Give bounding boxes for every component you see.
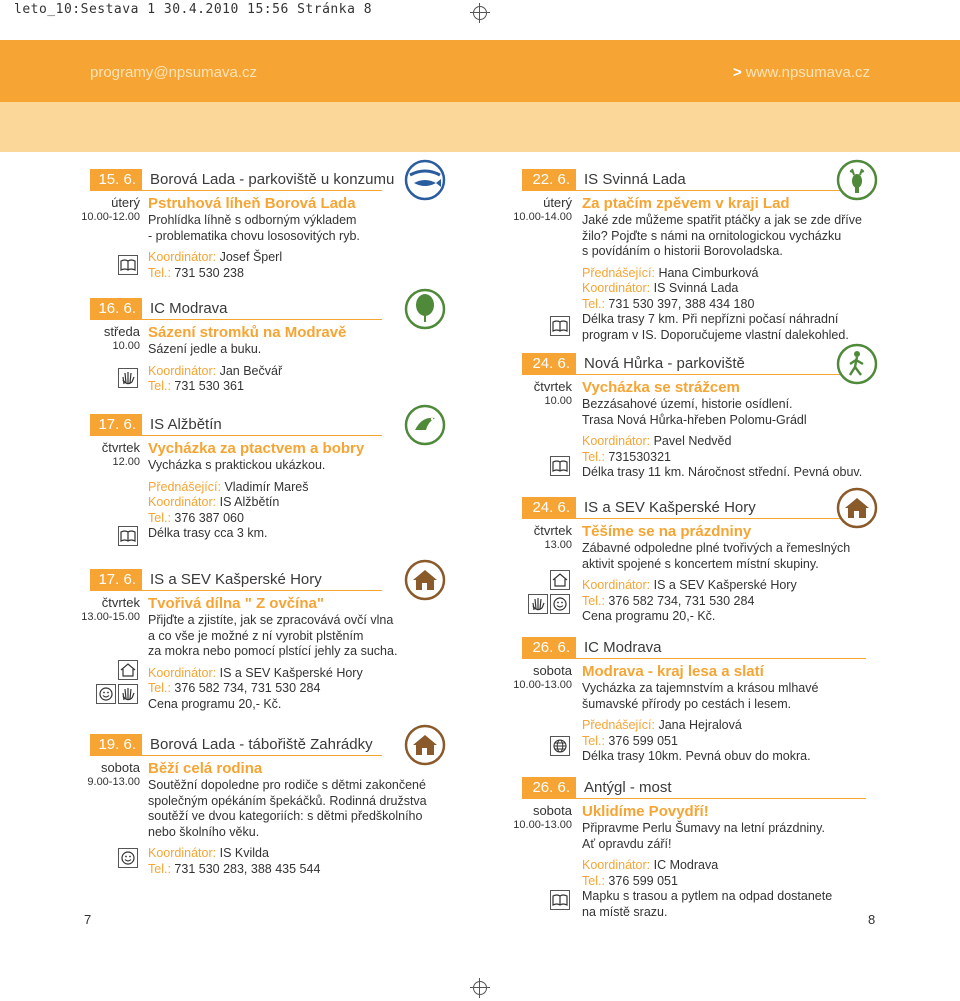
event-description: Vycházka s praktickou ukázkou.	[148, 458, 326, 472]
event-description: s povídáním o historii Borovoladska.	[582, 244, 783, 258]
event-day: sobota	[532, 663, 572, 678]
event-place: Borová Lada - tábořiště Zahrádky	[150, 736, 373, 753]
contact-label: Tel.:	[582, 449, 605, 464]
event-time: 10.00	[544, 395, 572, 407]
contact-label: Koordinátor:	[582, 858, 651, 872]
event-description: Jaké zde můžeme spatřit ptáčky a jak se zde dříve	[582, 213, 862, 227]
date-rule	[576, 798, 866, 799]
event-description: nebo školního věku.	[148, 824, 260, 839]
deer-logo	[836, 159, 878, 201]
event-date: 19. 6.	[90, 734, 142, 756]
tree-logo	[404, 288, 446, 330]
contact-value: 731 530 238	[174, 265, 244, 280]
event-place: Antýgl - most	[584, 779, 672, 796]
event-day: středa	[103, 324, 140, 339]
event-date: 16. 6.	[90, 298, 142, 320]
contact-label: Koordinátor:	[148, 665, 217, 680]
event-description: za mokra nebo pomocí plstící jehly za sucha.	[148, 644, 398, 658]
contact-line	[582, 858, 832, 874]
house-logo	[836, 487, 878, 529]
contact-line	[582, 450, 862, 466]
book-icon	[118, 255, 138, 275]
contact-label: Koordinátor:	[148, 250, 217, 264]
contact-value: IS Svinná Lada	[653, 281, 739, 295]
contact-line	[148, 495, 325, 511]
house-logo	[404, 724, 446, 766]
event-note: Délka trasy 7 km. Při nepřízni počasí náhradní	[582, 312, 839, 326]
contact-label: Koordinátor:	[148, 363, 217, 378]
contact-line	[582, 281, 862, 297]
event-description: Bezzásahové území, historie osídlení.	[582, 397, 793, 411]
contact-label: Koordinátor:	[582, 434, 651, 448]
house-icon	[118, 660, 138, 680]
contact-label: Tel.:	[148, 681, 171, 695]
event-day: úterý	[111, 195, 140, 210]
event-title: Vycházka se strážcem	[582, 379, 740, 396]
event-description: Připravme Perlu Šumavy na letní prázdniny.	[582, 821, 825, 835]
event-place: Borová Lada - parkoviště u konzumu	[150, 171, 395, 188]
date-rule	[142, 319, 382, 320]
event-details	[148, 613, 397, 712]
event-place: IS Alžbětín	[150, 416, 222, 433]
book-icon	[118, 526, 138, 546]
contact-label: Koordinátor:	[148, 846, 217, 860]
event-note: Délka trasy 11 km. Náročnost střední. Pevná obuv.	[582, 465, 863, 479]
contact-value: IC Modrava	[653, 858, 719, 872]
event-title: Těšíme se na prázdniny	[582, 523, 752, 540]
event-time: 10.00-12.00	[81, 211, 140, 223]
contact-line	[148, 266, 360, 282]
event-place: IC Modrava	[584, 639, 662, 656]
contact-value: 731 530 361	[174, 379, 244, 393]
event-place: IS a SEV Kašperské Hory	[584, 499, 756, 516]
event-date: 17. 6.	[90, 569, 142, 591]
contact-label: Tel.:	[582, 873, 605, 888]
contact-line	[148, 681, 397, 697]
contact-line	[582, 874, 832, 890]
contact-value: Josef Šperl	[219, 250, 283, 264]
date-rule	[576, 658, 866, 659]
event-date: 22. 6.	[522, 169, 576, 191]
contact-label: Tel.:	[582, 593, 605, 608]
event-day: čtvrtek	[533, 523, 572, 538]
contact-label: Tel.:	[582, 296, 605, 311]
event-details	[582, 681, 818, 765]
contact-line	[582, 734, 818, 750]
event-day: sobota	[532, 803, 572, 818]
event-title: Za ptačím zpěvem v kraji Lad	[582, 195, 790, 212]
contact-label: Koordinátor:	[582, 281, 651, 295]
date-rule	[142, 190, 382, 191]
header-web-url: www.npsumava.cz	[745, 64, 870, 81]
header-web-link[interactable]	[733, 64, 870, 81]
event-note: Cena programu 20,- Kč.	[148, 696, 282, 711]
contact-label: Koordinátor:	[148, 495, 217, 509]
event-details	[148, 778, 427, 877]
contact-line	[148, 480, 325, 496]
event-day: čtvrtek	[101, 440, 140, 455]
contact-line	[148, 379, 282, 395]
event-time: 10.00	[112, 340, 140, 352]
date-rule	[576, 374, 866, 375]
date-rule	[142, 755, 382, 756]
event-description: šumavské přírody po cestách i lesem.	[582, 696, 792, 711]
event-description: Zábavné odpoledne plné tvořivých a řemeslných	[582, 541, 851, 555]
contact-value: 376 582 734, 731 530 284	[174, 681, 321, 695]
contact-line	[582, 297, 862, 313]
header-banner	[0, 40, 960, 102]
event-place: IC Modrava	[150, 300, 228, 317]
event-description: - problematika chovu lososovitých ryb.	[148, 228, 360, 243]
event-details	[582, 397, 862, 481]
contact-line	[582, 266, 862, 282]
event-description: aktivit spojené s koncertem místní skupiny.	[582, 556, 819, 571]
contact-label: Koordinátor:	[582, 578, 651, 592]
contact-value: 376 582 734, 731 530 284	[608, 593, 755, 608]
event-date: 26. 6.	[522, 777, 576, 799]
event-place: IS a SEV Kašperské Hory	[150, 571, 322, 588]
event-description: Soutěžní dopoledne pro rodiče s dětmi zakončené	[148, 778, 426, 792]
contact-line	[582, 434, 862, 450]
contact-value: IS Alžbětín	[219, 495, 280, 509]
event-note: Délka trasy cca 3 km.	[148, 526, 268, 540]
event-date: 24. 6.	[522, 497, 576, 519]
event-description: a co vše je možné z ní vyrobit plstěním	[148, 628, 364, 643]
hand-icon	[118, 684, 138, 704]
event-details	[582, 213, 862, 343]
date-rule	[576, 518, 866, 519]
contact-label: Přednášející:	[582, 718, 655, 732]
smiley-icon	[550, 594, 570, 614]
event-description: společným opékáním špekáčků. Rodinná družstva	[148, 793, 427, 808]
registration-mark-icon	[470, 978, 490, 998]
event-details	[582, 541, 850, 625]
event-description: Ať opravdu září!	[582, 836, 672, 851]
event-description: Přijďte a zjistíte, jak se zpracovává ovčí vlna	[148, 613, 394, 627]
contact-line	[582, 594, 850, 610]
book-icon	[550, 890, 570, 910]
smiley-icon	[96, 684, 116, 704]
bird-logo	[404, 404, 446, 446]
event-time: 13.00-15.00	[81, 611, 140, 623]
event-note: Cena programu 20,- Kč.	[582, 609, 716, 623]
contact-line	[148, 666, 397, 682]
contact-value: Jana Hejralová	[658, 718, 742, 732]
event-description: Sázení jedle a buku.	[148, 342, 262, 356]
contact-value: IS a SEV Kašperské Hory	[219, 665, 363, 680]
globe-icon	[550, 736, 570, 756]
registration-mark-icon	[470, 3, 490, 23]
contact-value: 731530321	[608, 449, 671, 464]
event-time: 9.00-13.00	[87, 776, 140, 788]
event-day: úterý	[543, 195, 572, 210]
event-note: Mapku s trasou a pytlem na odpad dostanete	[582, 889, 833, 903]
contact-label: Tel.:	[148, 861, 171, 876]
event-title: Pstruhová líheň Borová Lada	[148, 195, 356, 212]
contact-label: Tel.:	[148, 510, 171, 525]
contact-label: Přednášející:	[582, 265, 655, 280]
event-description: žilo? Pojďte s námi na ornitologickou vycházku	[582, 228, 842, 243]
contact-line	[148, 250, 360, 266]
event-note: na místě srazu.	[582, 904, 668, 919]
fish-logo	[404, 159, 446, 201]
contact-value: Hana Cimburková	[658, 265, 759, 280]
event-place: Nová Hůrka - parkoviště	[584, 355, 745, 372]
contact-line	[582, 718, 818, 734]
event-date: 24. 6.	[522, 353, 576, 375]
event-details	[582, 821, 832, 920]
date-rule	[142, 590, 382, 591]
event-day: sobota	[100, 760, 140, 775]
contact-label: Přednášející:	[148, 479, 221, 494]
event-title: Uklidíme Povydří!	[582, 803, 709, 820]
contact-line	[148, 511, 325, 527]
contact-value: 376 599 051	[608, 733, 678, 748]
event-description: Trasa Nová Hůrka-hřeben Polomu-Grádl	[582, 412, 807, 427]
event-place: IS Svinná Lada	[584, 171, 686, 188]
event-day: čtvrtek	[101, 595, 140, 610]
book-icon	[550, 316, 570, 336]
page-number-left: 7	[84, 912, 92, 927]
contact-line	[148, 862, 427, 878]
event-time: 10.00-13.00	[513, 819, 572, 831]
event-description: soutěží ve dvou kategoriích: s dětmi předškolního	[148, 809, 423, 823]
hand-icon	[118, 368, 138, 388]
event-title: Sázení stromků na Modravě	[148, 324, 347, 341]
header-band	[0, 102, 960, 152]
event-details	[148, 213, 360, 281]
print-slug: leto_10:Sestava 1 30.4.2010 15:56 Stránka 8	[14, 2, 373, 17]
event-title: Běží celá rodina	[148, 760, 263, 777]
contact-value: Vladimír Mareš	[224, 479, 309, 494]
contact-label: Tel.:	[582, 733, 605, 748]
page-number-right: 8	[868, 912, 876, 927]
contact-value: Jan Bečvář	[219, 363, 283, 378]
contact-line	[148, 364, 282, 380]
event-note: Délka trasy 10km. Pevná obuv do mokra.	[582, 749, 811, 763]
contact-value: 731 530 283, 388 435 544	[174, 861, 321, 876]
contact-value: 376 387 060	[174, 510, 244, 525]
event-description: Vycházka za tajemnstvím a krásou mlhavé	[582, 681, 819, 695]
header-email[interactable]: programy@npsumava.cz	[90, 64, 257, 81]
event-date: 26. 6.	[522, 637, 576, 659]
event-time: 12.00	[112, 456, 140, 468]
contact-value: 731 530 397, 388 434 180	[608, 296, 755, 311]
contact-label: Tel.:	[148, 379, 171, 393]
event-description: Prohlídka líhně s odborným výkladem	[148, 213, 357, 227]
event-date: 15. 6.	[90, 169, 142, 191]
arrow-icon: >	[733, 64, 742, 81]
house-logo	[404, 559, 446, 601]
contact-line	[582, 578, 850, 594]
event-time: 10.00-14.00	[513, 211, 572, 223]
contact-value: Pavel Nedvěd	[653, 434, 732, 448]
event-title: Tvořivá dílna " Z ovčína"	[148, 595, 324, 612]
event-title: Vycházka za ptactvem a bobry	[148, 440, 365, 457]
event-details	[148, 458, 325, 542]
event-day: čtvrtek	[533, 379, 572, 394]
hand-icon	[528, 594, 548, 614]
date-rule	[142, 435, 382, 436]
contact-line	[148, 846, 427, 862]
event-title: Modrava - kraj lesa a slatí	[582, 663, 764, 680]
event-details	[148, 342, 282, 395]
contact-value: IS Kvilda	[219, 846, 269, 860]
event-date: 17. 6.	[90, 414, 142, 436]
book-icon	[550, 456, 570, 476]
contact-value: IS a SEV Kašperské Hory	[653, 578, 797, 592]
house-icon	[550, 570, 570, 590]
event-time: 13.00	[544, 539, 572, 551]
contact-value: 376 599 051	[608, 873, 678, 888]
event-note: program v IS. Doporučujeme vlastní dalekohled.	[582, 327, 849, 342]
date-rule	[576, 190, 866, 191]
contact-label: Tel.:	[148, 265, 171, 280]
walk-logo	[836, 343, 878, 385]
smiley-icon	[118, 848, 138, 868]
event-time: 10.00-13.00	[513, 679, 572, 691]
